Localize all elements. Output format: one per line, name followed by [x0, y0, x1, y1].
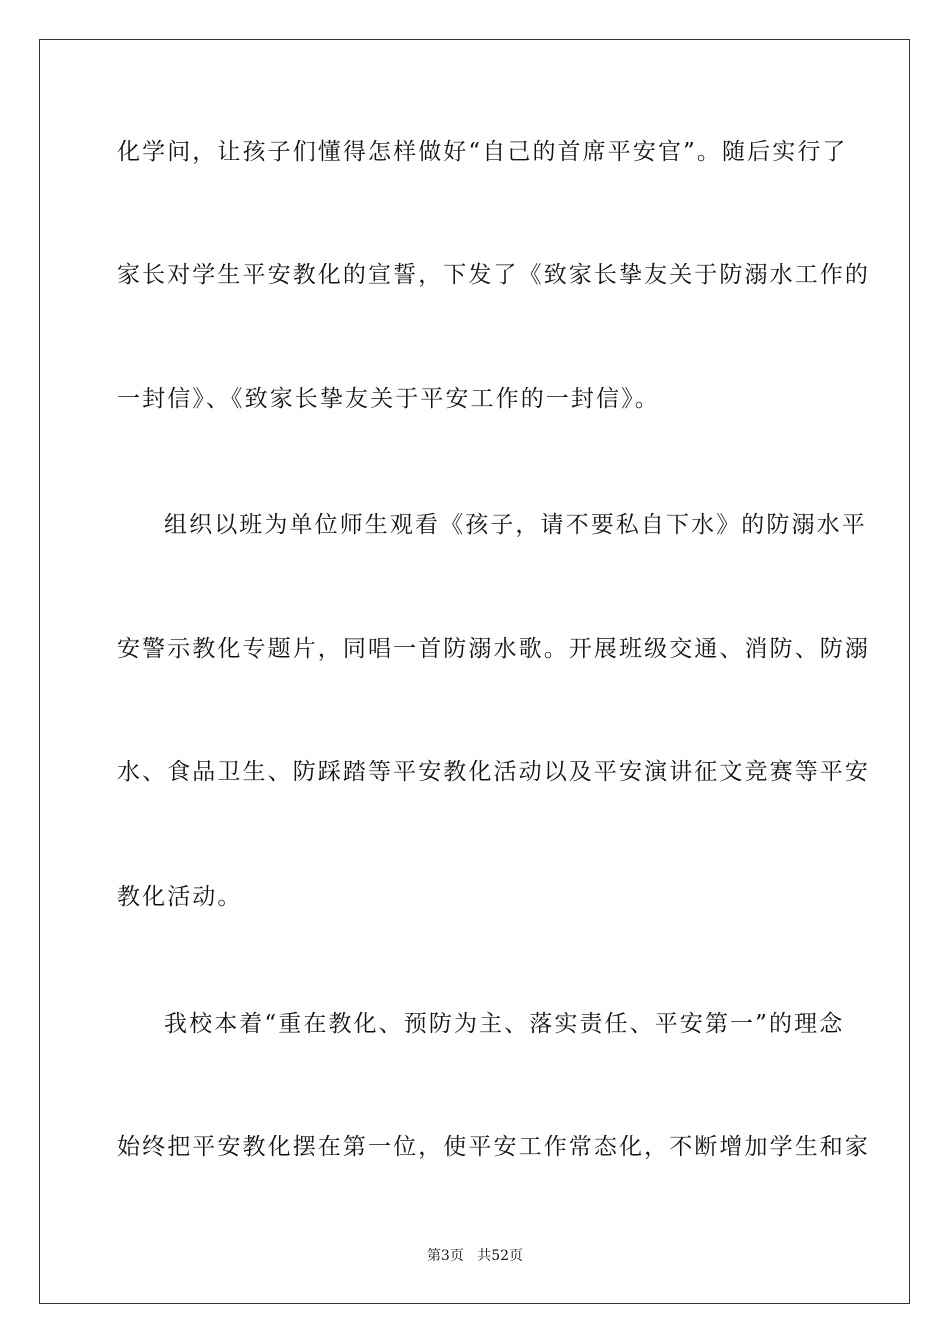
text-line-7: 教化活动。 [117, 884, 243, 910]
page-footer [0, 1247, 950, 1265]
page-number: 第3页 [426, 1248, 464, 1264]
text-line-9: 始终把平安教化摆在第一位，使平安工作常态化，不断增加学生和家 [117, 1134, 870, 1160]
text-line-8: 我校本着“重在教化、预防为主、落实责任、平安第一”的理念 [164, 1011, 845, 1037]
text-line-1: 化学问，让孩子们懂得怎样做好“自己的首席平安官”。随后实行了 [117, 139, 848, 165]
text-line-5: 安警示教化专题片，同唱一首防溺水歌。开展班级交通、消防、防溺 [117, 636, 870, 662]
text-line-6: 水、食品卫生、防踩踏等平安教化活动以及平安演讲征文竞赛等平安 [117, 759, 870, 785]
text-line-2: 家长对学生平安教化的宣誓，下发了《致家长挚友关于防溺水工作的 [117, 262, 870, 288]
page-frame [39, 39, 910, 1304]
total-pages: 共52页 [477, 1248, 524, 1264]
text-line-3: 一封信》、《致家长挚友关于平安工作的一封信》。 [117, 386, 660, 412]
text-line-4: 组织以班为单位师生观看《孩子，请不要私自下水》的防溺水平 [164, 512, 867, 538]
